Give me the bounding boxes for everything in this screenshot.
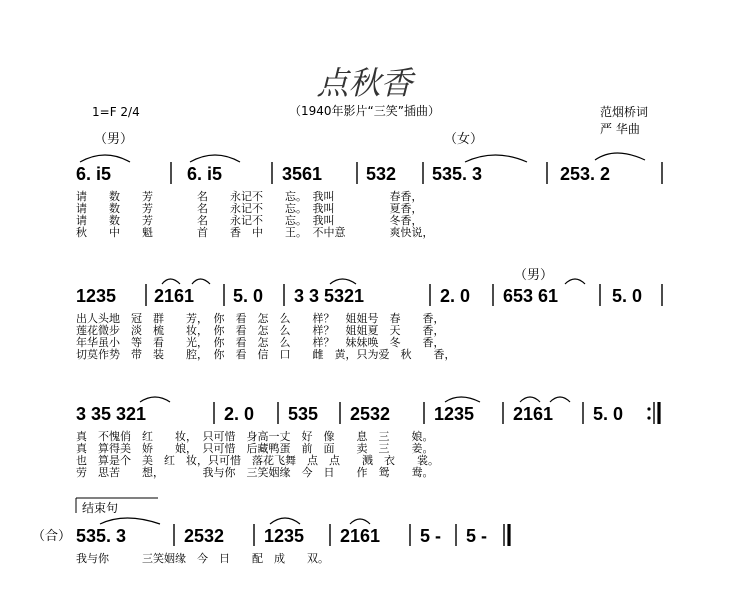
measure: 6. i5 bbox=[76, 164, 112, 184]
measure: 5. 0 bbox=[612, 286, 643, 306]
system-4-notes bbox=[76, 526, 487, 546]
marker-female: （女） bbox=[444, 132, 484, 147]
system-3-lyrics bbox=[76, 429, 439, 479]
marker-male: （男） bbox=[514, 268, 554, 283]
lyric-line: 真 算得美 娇 娘， 只可惜 后藏鸭蛋 前 面 卖 三 姜。 bbox=[76, 442, 434, 455]
measure: 3 3 5321 bbox=[294, 286, 365, 306]
measure: 2. 0 bbox=[440, 286, 471, 306]
measure: 5. 0 bbox=[593, 404, 624, 424]
ending-label: 结束句 bbox=[82, 501, 119, 515]
measure: 3561 bbox=[282, 164, 323, 184]
final-barline bbox=[504, 524, 509, 546]
lyric-line: 切莫作势 带 装 腔， 你 看 信 口 雌 黄，只为爱 秋 香， bbox=[76, 348, 456, 361]
system-3-slurs bbox=[140, 397, 570, 402]
system-1-slurs bbox=[80, 153, 645, 162]
composer-credit: 严 华曲 bbox=[600, 122, 640, 136]
lyric-line: 我与你 三笑姻缘 今 日 配 成 双。 bbox=[76, 552, 329, 565]
system-2-barlines bbox=[146, 284, 662, 306]
system-4-slurs bbox=[100, 518, 370, 524]
measure: 2. 0 bbox=[224, 404, 255, 424]
measure: 2532 bbox=[184, 526, 225, 546]
measure: 535 bbox=[288, 404, 319, 424]
marker-chorus: （合） bbox=[32, 529, 72, 544]
marker-male: （男） bbox=[94, 132, 134, 147]
measure: 5 - bbox=[420, 526, 442, 546]
lyric-line: 劳 思苦 想， 我与你 三笑姻缘 今 日 作 鸳 鸯。 bbox=[76, 466, 434, 479]
measure: 2161 bbox=[513, 404, 554, 424]
lyric-line: 也 算是个 美 红 妆，只可惜 落花飞舞 点 点 溅 衣 裳。 bbox=[76, 454, 439, 467]
song-title: 点秋香 bbox=[316, 64, 413, 102]
measure: 5 - bbox=[466, 526, 488, 546]
lyric-line: 真 不愧俏 红 妆， 只可惜 身高一丈 好 像 息 三 娘。 bbox=[76, 430, 434, 443]
lyric-line: 请 数 芳 名 永记不 忘。 我叫 夏香， bbox=[76, 202, 423, 215]
lyric-line: 秋 中 魁 首 香 中 王。 不中意 爽快说， bbox=[76, 226, 434, 239]
lyric-line: 莲花微步 淡 梳 妆， 你 看 怎 么 样？ 姐姐夏 天 香， bbox=[76, 324, 445, 337]
lyric-line: 年华虽小 等 看 光， 你 看 怎 么 样？ 妹妹唤 冬 香， bbox=[76, 336, 445, 349]
system-3 bbox=[76, 397, 659, 479]
system-4-lyrics bbox=[76, 551, 329, 565]
measure: 653 61 bbox=[503, 286, 559, 306]
system-2-lyrics bbox=[76, 311, 456, 361]
measure: 535. 3 bbox=[432, 164, 483, 184]
system-4 bbox=[32, 498, 509, 565]
measure: 532 bbox=[366, 164, 397, 184]
lyric-line: 请 数 芳 名 永记不 忘。 我叫 春香， bbox=[76, 190, 423, 203]
measure: 1235 bbox=[434, 404, 475, 424]
measure: 253. 2 bbox=[560, 164, 611, 184]
lyric-line: 出人头地 冠 群 芳， 你 看 怎 么 样？ 姐姐号 春 香， bbox=[76, 312, 445, 325]
key-signature: 1=F 2/4 bbox=[92, 105, 140, 119]
song-subtitle: （1940年影片“三笑”插曲） bbox=[289, 104, 440, 118]
measure: 535. 3 bbox=[76, 526, 127, 546]
system-1-notes bbox=[76, 164, 610, 184]
repeat-end-barline bbox=[647, 402, 659, 424]
measure: 2161 bbox=[154, 286, 195, 306]
measure: 1235 bbox=[264, 526, 305, 546]
measure: 6. i5 bbox=[187, 164, 223, 184]
measure: 2532 bbox=[350, 404, 391, 424]
lyricist-credit: 范烟桥词 bbox=[600, 105, 649, 119]
measure: 2161 bbox=[340, 526, 381, 546]
system-1 bbox=[76, 132, 662, 239]
measure: 1235 bbox=[76, 286, 117, 306]
lyric-line: 请 数 芳 名 永记不 忘。 我叫 冬香， bbox=[76, 214, 423, 227]
system-2-notes bbox=[76, 286, 642, 306]
system-2 bbox=[76, 268, 662, 361]
measure: 5. 0 bbox=[233, 286, 264, 306]
system-1-lyrics bbox=[76, 189, 434, 239]
system-3-notes bbox=[76, 404, 623, 424]
measure: 3 35 321 bbox=[76, 404, 147, 424]
